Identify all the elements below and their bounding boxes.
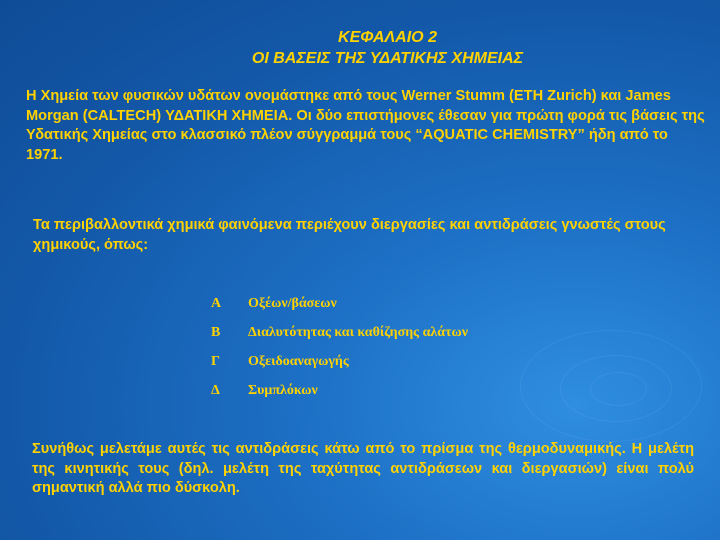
list-item-text: Οξειδοαναγωγής <box>248 354 349 369</box>
intro-paragraph: Η Χημεία των φυσικών υδάτων ονομάστηκε από τους Werner Stumm (ETH Zurich) και James Morgan (CALTECH) ΥΔΑΤΙΚΗ ΧΗΜΕΙΑ. Οι δύο επιστήμονες έθεσαν για πρώτη φορά τις βάσεις της Υδατικής Χημείας στο κλασσικό πλέον σύγγραμμά τους “AQUATIC CHEMISTRY” ήδη από το 1971. <box>26 88 705 163</box>
list-item <box>211 323 468 352</box>
list-item-text: Οξέων/βάσεων <box>248 296 337 311</box>
list-item-letter: Α <box>211 296 222 311</box>
list-item-letter: Β <box>211 325 221 340</box>
list-item-letter: Γ <box>211 354 220 369</box>
slide-title <box>0 27 720 69</box>
chapter-subtitle: ΟΙ ΒΑΣΕΙΣ ΤΗΣ ΥΔΑΤΙΚΗΣ ΧΗΜΕΙΑΣ <box>251 50 524 67</box>
chapter-heading: ΚΕΦΑΛΑΙΟ 2 <box>338 29 437 46</box>
reaction-types-list <box>211 294 468 410</box>
list-item <box>211 381 468 410</box>
list-item <box>211 294 468 323</box>
list-item-letter: Δ <box>211 383 220 398</box>
phenomena-paragraph: Τα περιβαλλοντικά χημικά φαινόμενα περιέχουν διεργασίες και αντιδράσεις γνωστές στους χημικούς, όπως: <box>33 217 666 253</box>
list-item-text: Διαλυτότητας και καθίζησης αλάτων <box>248 325 469 340</box>
list-item-text: Συμπλόκων <box>248 383 318 398</box>
closing-paragraph: Συνήθως μελετάμε αυτές τις αντιδράσεις κάτω από το πρίσμα της θερμοδυναμικής. Η μελέτη της κινητικής τους (δηλ. μελέτη της ταχύτητας αντιδράσεων και διεργασιών) είναι πολύ σημαντική αλλά πιο δύσκολη. <box>32 441 694 496</box>
background-ripple <box>590 372 647 406</box>
list-item <box>211 352 468 381</box>
